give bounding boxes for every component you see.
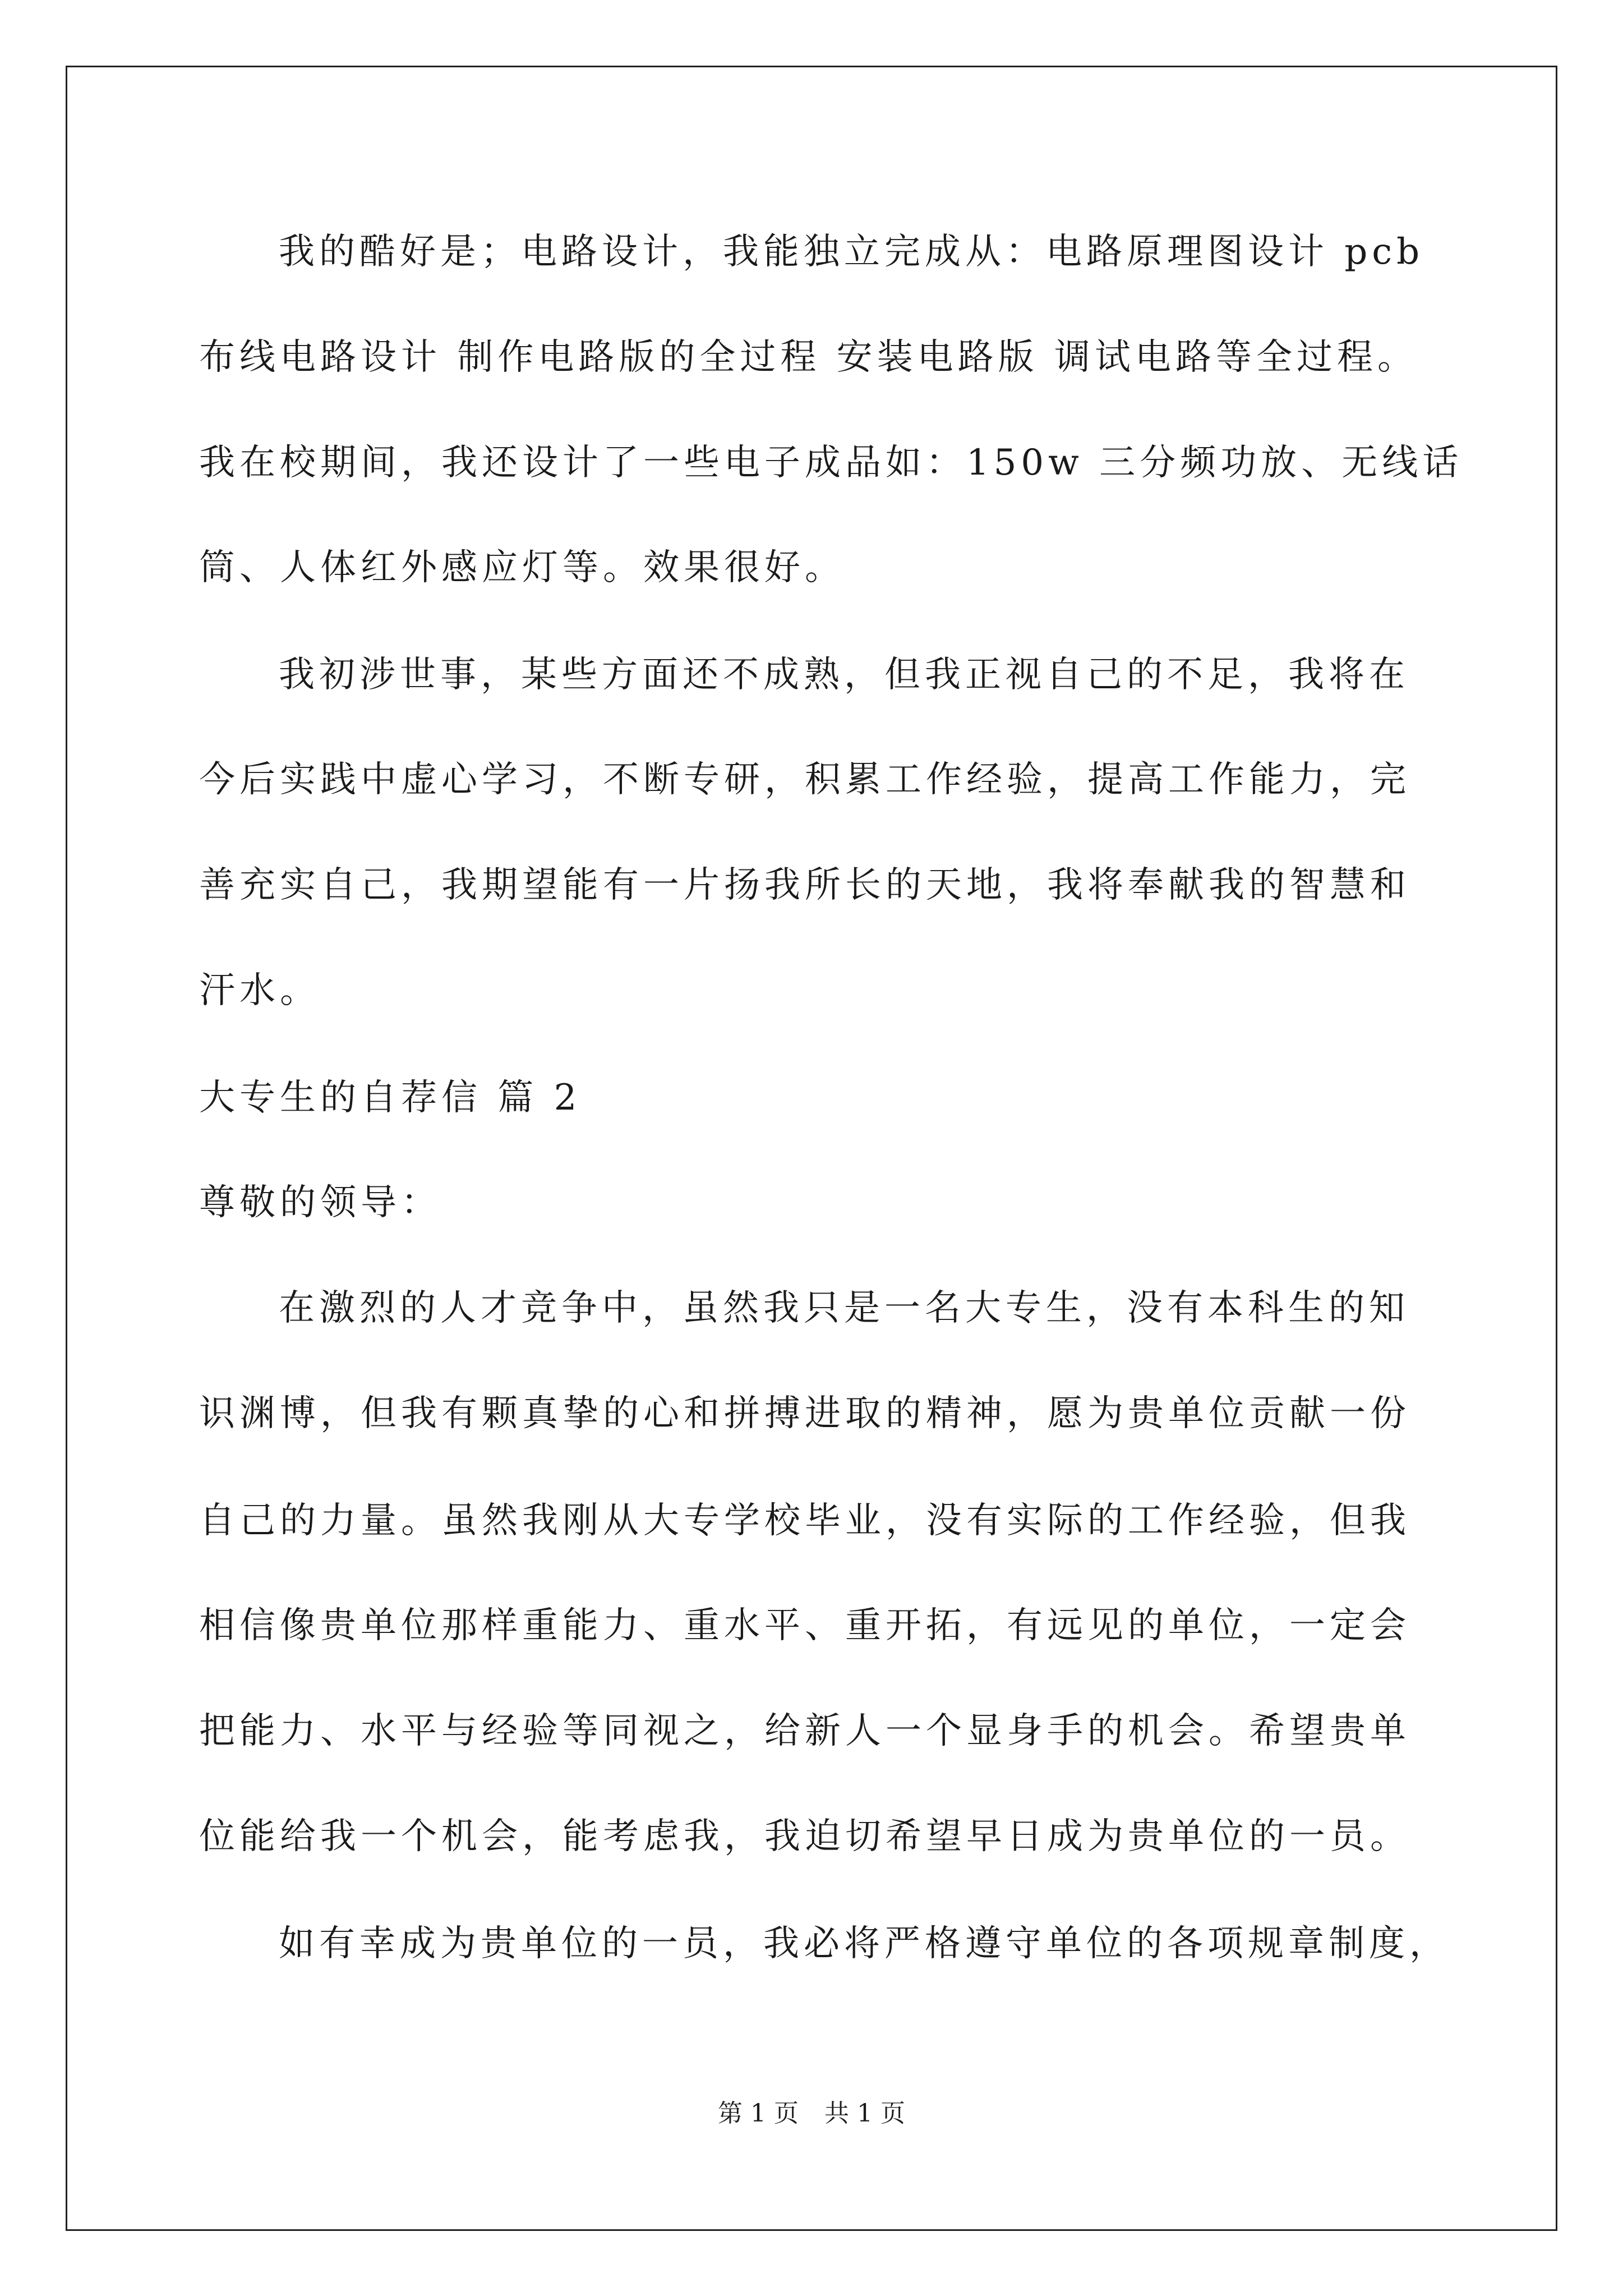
section-heading: 大专生的自荐信 篇 2 bbox=[199, 1077, 582, 1119]
salutation: 尊敬的领导： bbox=[199, 1182, 441, 1223]
text-line: 我在校期间，我还设计了一些电子成品如：150w 三分频功放、无线话 bbox=[199, 442, 1463, 484]
page-total: 共 1 页 bbox=[824, 2099, 905, 2128]
text-line: 我初涉世事，某些方面还不成熟，但我正视自己的不足，我将在 bbox=[279, 654, 1409, 696]
text-line: 自己的力量。虽然我刚从大专学校毕业，没有实际的工作经验，但我 bbox=[199, 1500, 1410, 1542]
text-line: 今后实践中虚心学习，不断专研，积累工作经验，提高工作能力，完 bbox=[199, 759, 1410, 800]
text-line: 我的酷好是；电路设计，我能独立完成从：电路原理图设计 pcb bbox=[279, 231, 1424, 273]
page-border bbox=[66, 66, 1557, 2231]
text-line: 把能力、水平与经验等同视之，给新人一个显身手的机会。希望贵单 bbox=[199, 1710, 1410, 1752]
text-line: 相信像贵单位那样重能力、重水平、重开拓，有远见的单位，一定会 bbox=[199, 1605, 1410, 1646]
text-line: 善充实自己，我期望能有一片扬我所长的天地，我将奉献我的智慧和 bbox=[199, 864, 1410, 906]
text-line: 识渊博，但我有颗真挚的心和拼搏进取的精神，愿为贵单位贡献一份 bbox=[199, 1393, 1410, 1434]
page-footer bbox=[0, 2098, 1623, 2129]
text-line: 筒、人体红外感应灯等。效果很好。 bbox=[199, 547, 845, 588]
text-line: 布线电路设计 制作电路版的全过程 安装电路版 调试电路等全过程。 bbox=[199, 337, 1418, 378]
page-number: 第 1 页 bbox=[718, 2099, 799, 2128]
text-line: 在激烈的人才竞争中，虽然我只是一名大专生，没有本科生的知 bbox=[279, 1287, 1409, 1329]
text-line: 如有幸成为贵单位的一员，我必将严格遵守单位的各项规章制度， bbox=[279, 1923, 1450, 1964]
text-line: 汗水。 bbox=[199, 970, 320, 1011]
text-line: 位能给我一个机会，能考虑我，我迫切希望早日成为贵单位的一员。 bbox=[199, 1816, 1410, 1857]
